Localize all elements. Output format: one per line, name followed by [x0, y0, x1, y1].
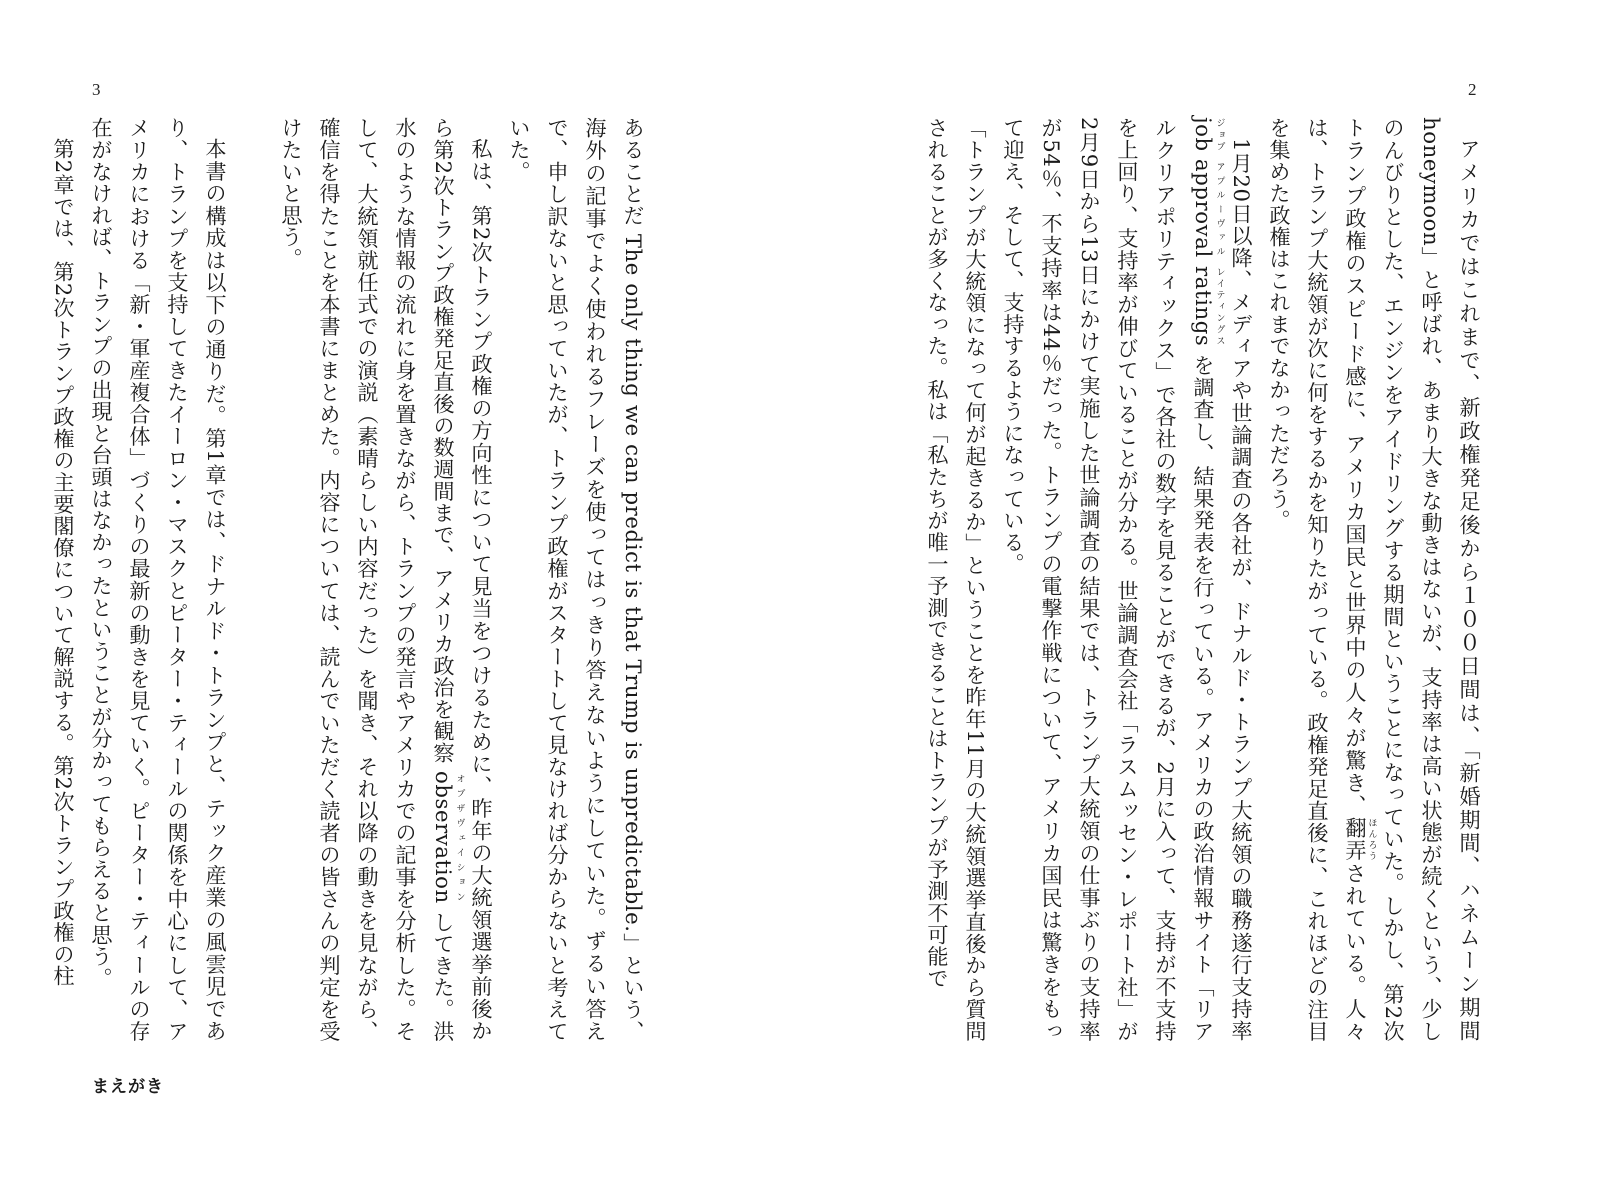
- paragraph: あることだ The only thing we can predict is that Trump is unpredictable.」という、海外の記事でよく使われるフレーズを使ってはっきり答えないようにしていた。ずるい答えで、申し訳ないと思っていたが、トランプ政権がスタートして見なければ分からないと考えていた。: [507, 117, 646, 1042]
- ruby-ratings: ratingsレイティングス: [1191, 266, 1225, 347]
- paragraph: アメリカではこれまで、新政権発足後から１００日間は、「新婚期間、ハネムーン期間 honeymoon」と呼ばれ、あまり大きな動きはないが、支持率は高い状態が続くという、少しのんびりとした、エンジンをアイドリングする期間ということになっていた。しかし、第2次トランプ政権のスピード感に、アメリカ国民と世界中の人々が驚き、翻弄ほんろうされている。人々は、トランプ大統領が次に何をするかを知りたがっている。政権発足直後に、これほどの注目を集めた政権はこれまでなかっただろう。: [1267, 117, 1482, 1042]
- paragraph: 1月20日以降、メディアや世論調査の各社が、ドナルド・トランプ大統領の職務遂行支持率 jobジョブ approvalアプルーヴァル ratingsレイティングス を調査し、結果発表を行っている。アメリカの政治情報サイト「リアルクリアポリティックス」で各社の数字を見ることができるが、2月に入って、支持が不支持を上回り、支持率が伸びていることが分かる。世論調査会社「ラスムッセン・レポート社」が2月9日から13日にかけて実施した世論調査の結果では、トランプ大統領の仕事ぶりの支持率が54％、不支持率は44％だった。トランプの電撃作戦について、アメリカ国民は驚きをもって迎え、そして、支持するようになっている。: [1001, 117, 1254, 1043]
- ruby-job: jobジョブ: [1191, 117, 1225, 152]
- page-number-right: 2: [1468, 80, 1477, 99]
- paragraph-text-after-ruby: してきた。洪水のような情報の流れに身を置きながら、トランプの発言やアメリカでの記事を分析した。そして、大統領就任式での演説（素晴らしい内容だった）を聞き、それ以降の動きを見ながら、確信を得たことを本書にまとめた。内容については、読んでいただく読者の皆さんの判定を受けたいと思う。: [279, 117, 456, 1042]
- paragraph: 本書の構成は以下の通りだ。第1章では、ドナルド・トランプと、テック産業の風雲児であり、トランプを支持してきたイーロン・マスクとピーター・ティールの関係を中心にして、アメリカにおける「新・軍産複合体」づくりの最新の動きを見ていく。ピーター・ティールの存在がなければ、トランプの出現と台頭はなかったということが分かってもらえると思う。: [89, 117, 228, 1042]
- paragraph: 「トランプが大統領になって何が起きるか」ということを昨年11月の大統領選挙直後から質問されることが多くなった。私は「私たちが唯一予測できることはトランプが予測不可能で: [925, 117, 988, 1042]
- paragraph: [272, 117, 500, 1042]
- paragraph-text-before-ruby: 私は、第2次トランプ政権の方向性について見当をつけるために、昨年の大統領選挙前後から第2次トランプ政権発足直後の数週間まで、アメリカ政治を観察: [431, 117, 494, 1042]
- ruby-approval: approvalアプルーヴァル: [1191, 159, 1225, 259]
- left-page-body: [32, 117, 652, 1042]
- ruby-observation: observationオブザヴェイション: [431, 771, 465, 904]
- page-number-left: 3: [92, 80, 101, 99]
- running-head: まえがき: [92, 1077, 164, 1097]
- right-page-body: [828, 117, 1488, 1042]
- paragraph: 第2章では、第2次トランプ政権の主要閣僚について解説する。第2次トランプ政権の柱: [51, 138, 76, 988]
- ruby-honro: 翻弄ほんろう: [1343, 816, 1377, 863]
- right-page: [800, 0, 1600, 1184]
